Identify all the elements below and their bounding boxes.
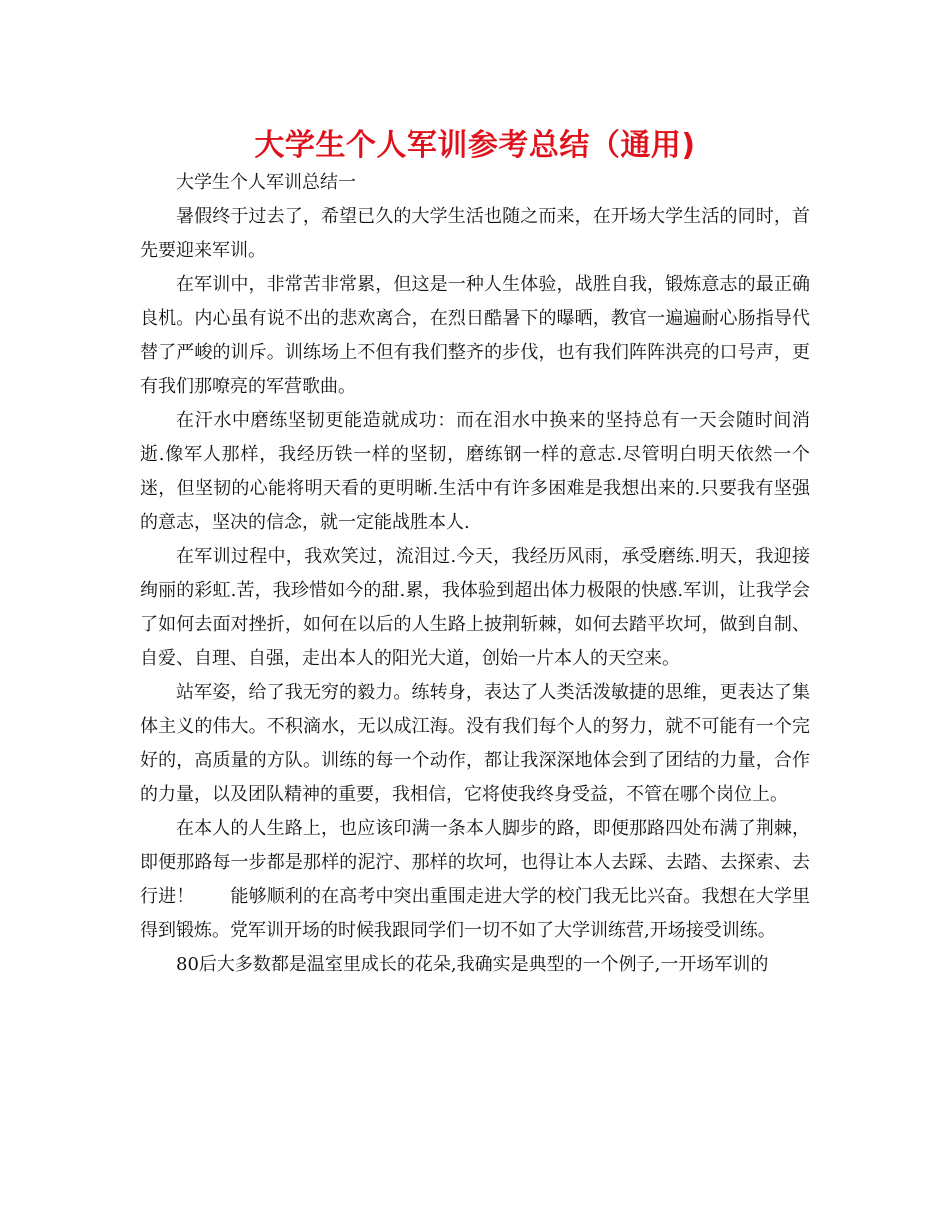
paragraph: 站军姿，给了我无穷的毅力。练转身，表达了人类活泼敏捷的思维，更表达了集体主义的伟大。不积滴水，无以成江海。没有我们每个人的努力，就不可能有一个完好的，高质量的方队。训练的每一个动作，都让我深深地体会到了团结的力量，合作的力量，以及团队精神的重要，我相信，它将使我终身受益，不管在哪个岗位上。: [140, 682, 810, 805]
paragraph: 在本人的人生路上，也应该印满一条本人脚步的路，即便那路四处布满了荆棘，即便那路每一步都是那样的泥泞、那样的坎坷，也得让本人去踩、去踏、去探索、去行进！ 能够顺利的在高考中突出重围走进大学的校门我无比兴奋。我想在大学里得到锻炼。党军训开场的时候我跟同学们一切不如了大学训练营,开场接受训练。: [140, 818, 810, 941]
section-heading: 大学生个人军训总结一: [176, 172, 356, 193]
document-body: [140, 166, 810, 982]
paragraph: 80后大多数都是温室里成长的花朵,我确实是典型的一个例子,一开场军训的: [176, 954, 769, 975]
document-title: 大学生个人军训参考总结（通用): [254, 128, 696, 163]
paragraph: 在军训中，非常苦非常累，但这是一种人生体验，战胜自我，锻炼意志的最正确良机。内心虽有说不出的悲欢离合，在烈日酷暑下的曝晒，教官一遍遍耐心肠指导代替了严峻的训斥。训练场上不但有我们整齐的步伐，也有我们阵阵洪亮的口号声，更有我们那嘹亮的军营歌曲。: [140, 274, 810, 397]
paragraph: 在军训过程中，我欢笑过，流泪过.今天，我经历风雨，承受磨练.明天，我迎接绚丽的彩虹.苦，我珍惜如今的甜.累，我体验到超出体力极限的快感.军训，让我学会了如何去面对挫折，如何在以后的人生路上披荆斩棘，如何去踏平坎坷，做到自制、自爱、自理、自强，走出本人的阳光大道，创始一片本人的天空来。: [140, 546, 810, 669]
paragraph: 暑假终于过去了，希望已久的大学生活也随之而来，在开场大学生活的同时，首先要迎来军训。: [140, 206, 810, 261]
paragraph: 在汗水中磨练坚韧更能造就成功：而在泪水中换来的坚持总有一天会随时间消逝.像军人那样，我经历铁一样的坚韧，磨练钢一样的意志.尽管明白明天依然一个迷，但坚韧的心能将明天看的更明晰.生活中有许多困难是我想出来的.只要我有坚强的意志，坚决的信念，就一定能战胜本人.: [140, 410, 810, 533]
